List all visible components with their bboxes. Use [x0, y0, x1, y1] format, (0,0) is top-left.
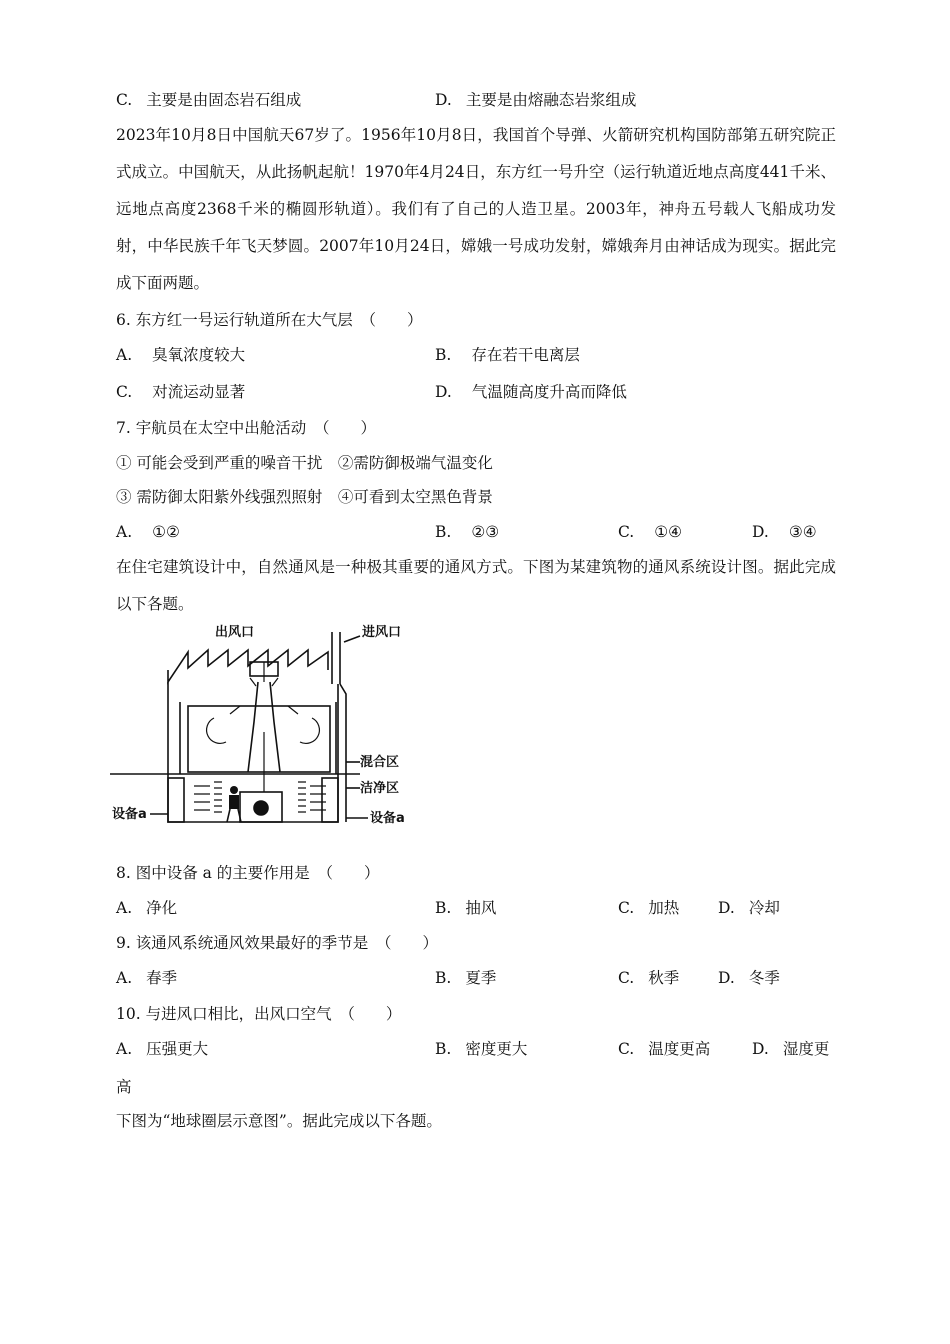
- inlet-chimney: [332, 632, 340, 684]
- option-label: A.: [116, 899, 133, 917]
- option-text: 对流运动显著: [152, 383, 246, 401]
- q10-option-a: [116, 1039, 208, 1059]
- option-label: C.: [618, 969, 635, 987]
- option-label: D.: [718, 899, 735, 917]
- option-label: D.: [752, 1040, 769, 1058]
- option-label: B.: [435, 523, 452, 541]
- option-text: 净化: [146, 899, 178, 917]
- option-label: C.: [116, 383, 133, 401]
- q6-stem: 6. 东方红一号运行轨道所在大气层 （ ）: [116, 311, 423, 329]
- option-label: B.: [435, 899, 452, 917]
- option-text: 密度更大: [465, 1040, 528, 1058]
- q7-items-line2: ③ 需防御太阳紫外线强烈照射 ④可看到太空黑色背景: [116, 488, 493, 506]
- option-text: 臭氧浓度较大: [152, 346, 246, 364]
- building-walls: [168, 682, 338, 822]
- inlet-duct: [340, 684, 346, 822]
- option-text: 加热: [648, 899, 680, 917]
- q7-option-c: [618, 522, 682, 542]
- option-text: 温度更高: [648, 1040, 711, 1058]
- roof-outline: [168, 650, 328, 682]
- option-text: ③④: [788, 523, 817, 541]
- option-label: C.: [618, 523, 635, 541]
- q7-items-line1: ① 可能会受到严重的噪音干扰 ②需防御极端气温变化: [116, 454, 493, 472]
- q9-option-d: [718, 968, 780, 988]
- q10-option-d-continued: 高: [116, 1078, 132, 1096]
- q10-option-c: [618, 1039, 710, 1059]
- label-outlet: 出风口: [215, 625, 255, 640]
- option-text: ①②: [152, 523, 180, 541]
- ventilation-diagram: [110, 622, 430, 832]
- option-text: ②③: [471, 523, 500, 541]
- option-text: 主要是由固态岩石组成: [146, 91, 302, 109]
- option-text: 主要是由熔融态岩浆组成: [465, 91, 637, 109]
- option-text: 压强更大: [146, 1040, 209, 1058]
- label-device-left: 设备a: [112, 807, 147, 822]
- option-label: B.: [435, 1040, 452, 1058]
- option-text: 存在若干电离层: [471, 346, 580, 364]
- option-label: A.: [116, 346, 133, 364]
- q7-option-a: [116, 522, 180, 542]
- option-label: C.: [618, 1040, 635, 1058]
- option-text: 湿度更: [782, 1040, 830, 1058]
- option-label: B.: [435, 969, 452, 987]
- q9-stem: 9. 该通风系统通风效果最好的季节是 （ ）: [116, 934, 438, 952]
- q9-option-b: [435, 968, 496, 988]
- option-text: 气温随高度升高而降低: [471, 383, 627, 401]
- person-icon: [227, 786, 241, 822]
- option-label: C.: [116, 91, 133, 109]
- q9-option-c: [618, 968, 679, 988]
- option-text: 秋季: [648, 969, 680, 987]
- label-clean-zone: 洁净区: [360, 781, 400, 796]
- option-text: 冷却: [748, 899, 780, 917]
- q10-option-b: [435, 1039, 527, 1059]
- option-label: D.: [435, 91, 452, 109]
- q8-option-d: [718, 898, 780, 918]
- label-inlet: 进风口: [362, 625, 402, 640]
- option-label: A.: [116, 523, 133, 541]
- passage-earth-spheres: 下图为“地球圈层示意图”。据此完成以下各题。: [116, 1112, 442, 1130]
- option-text: 夏季: [465, 969, 497, 987]
- q8-option-b: [435, 898, 496, 918]
- option-label: A.: [116, 969, 133, 987]
- passage-space-history: 2023年10月8日中国航天67岁了。1956年10月8日，我国首个导弹、火箭研究机构国防部第五研究院正式成立。中国航天，从此扬帆起航！1970年4月24日，东方红一号升空（运行轨道近地点高度441千米、远地点高度2368千米的椭圆形轨道）。我们有了自己的人造卫星。2003年，神舟五号载人飞船成功发射，中华民族千年飞天梦圆。2007年10月24日，嫦娥一号成功发射，嫦娥奔月由神话成为现实。据此完成下面两题。: [116, 126, 836, 292]
- q8-option-c: [618, 898, 679, 918]
- q10-stem: 10. 与进风口相比，出风口空气 （ ）: [116, 1005, 402, 1023]
- option-label: D.: [435, 383, 452, 401]
- option-text: ①④: [654, 523, 683, 541]
- q5-option-c: [116, 90, 301, 110]
- option-label: B.: [435, 346, 452, 364]
- q6-option-d: [435, 382, 627, 402]
- fan-circle: [254, 801, 268, 815]
- q6-option-a: [116, 345, 245, 365]
- q9-option-a: [116, 968, 177, 988]
- q10-option-d: [752, 1039, 829, 1059]
- q6-option-c: [116, 382, 245, 402]
- option-text: 抽风: [465, 899, 497, 917]
- q7-option-b: [435, 522, 499, 542]
- passage-ventilation: 在住宅建筑设计中，自然通风是一种极其重要的通风方式。下图为某建筑物的通风系统设计图。据此完成以下各题。: [116, 558, 836, 613]
- q6-option-b: [435, 345, 580, 365]
- q8-option-a: [116, 898, 177, 918]
- label-mix-zone: 混合区: [360, 755, 400, 770]
- q7-stem: 7. 宇航员在太空中出舱活动 （ ）: [116, 419, 376, 437]
- option-text: 冬季: [748, 969, 780, 987]
- q5-option-d: [435, 90, 636, 110]
- label-device-right: 设备a: [370, 811, 405, 826]
- q7-option-d: [752, 522, 817, 542]
- q8-stem: 8. 图中设备 a 的主要作用是 （ ）: [116, 864, 380, 882]
- option-label: D.: [718, 969, 735, 987]
- option-text: 春季: [146, 969, 178, 987]
- option-label: A.: [116, 1040, 133, 1058]
- option-label: D.: [752, 523, 769, 541]
- option-label: C.: [618, 899, 635, 917]
